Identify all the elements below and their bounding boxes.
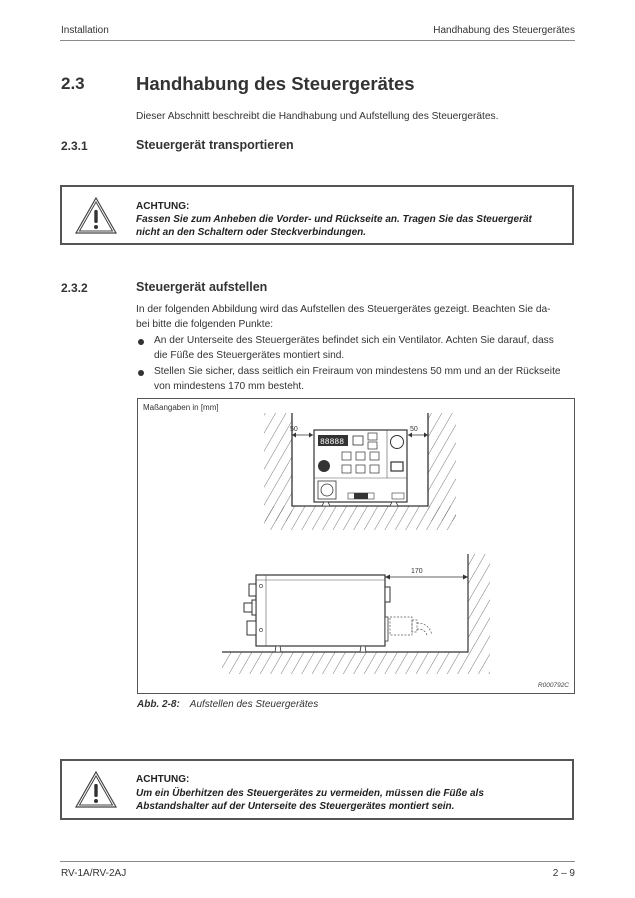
units-label: Maßangaben in [mm] (143, 403, 219, 412)
bullet-icon (138, 339, 144, 345)
section-intro: Dieser Abschnitt beschreibt die Handhabung und Aufstellung des Steuergerätes. (136, 111, 499, 122)
section-number: 2.3 (61, 74, 85, 93)
warning-message: Fassen Sie zum Anheben die Vorder- und Rückseite an. Tragen Sie das Steuergerät nicht an den Schaltern oder Steckverbindungen. (136, 214, 532, 238)
section-title: Handhabung des Steuergerätes (136, 73, 415, 94)
warning-message: Um ein Überhitzen des Steuergerätes zu vermeiden, müssen die Füße als Abstandshalter auf der Unterseite des Steuergerätes montiert sein. (136, 788, 484, 812)
clearance-diagram (138, 399, 574, 693)
figure-caption-label: Abb. 2-8: (137, 699, 180, 710)
dimension-rear: 170 (411, 568, 423, 575)
subsection-paragraph: In der folgenden Abbildung wird das Aufstellen des Steuergerätes gezeigt. Beachten Sie da- bei bitte die folgenden Punkte: (136, 304, 551, 330)
warning-box (60, 185, 574, 245)
subsection-number: 2.3.2 (61, 281, 88, 295)
running-header-left: Installation (61, 25, 109, 36)
list-item: An der Unterseite des Steuergerätes befindet sich ein Ventilator. Achten Sie darauf, dass die Füße des Steuergerätes montiert sind. (154, 335, 554, 361)
svg-text:88888: 88888 (320, 438, 345, 447)
dimension-left: 50 (290, 426, 298, 433)
warning-title: ACHTUNG: (136, 774, 190, 785)
list-item: Stellen Sie sicher, dass seitlich ein Freiraum von mindestens 50 mm und an der Rückseite von mindestens 170 mm besteht. (154, 366, 561, 392)
warning-triangle-icon (74, 770, 118, 810)
warning-title: ACHTUNG: (136, 201, 190, 212)
figure-caption-text: Aufstellen des Steuergerätes (189, 699, 319, 710)
dimension-right: 50 (410, 426, 418, 433)
figure-caption (137, 699, 318, 710)
header-rule (60, 40, 575, 41)
footer-model: RV-1A/RV-2AJ (61, 868, 127, 879)
page-number: 2 – 9 (552, 868, 575, 879)
bullet-icon (138, 370, 144, 376)
subsection-title: Steuergerät transportieren (136, 138, 294, 152)
footer-rule (60, 861, 575, 862)
warning-box (60, 759, 574, 820)
figure-reference-code: R000792C (537, 682, 569, 689)
subsection-title: Steuergerät aufstellen (136, 280, 268, 294)
figure-installation-clearance (137, 398, 575, 694)
running-header-right: Handhabung des Steuergerätes (433, 25, 575, 36)
warning-triangle-icon (74, 196, 118, 236)
subsection-number: 2.3.1 (61, 139, 88, 153)
